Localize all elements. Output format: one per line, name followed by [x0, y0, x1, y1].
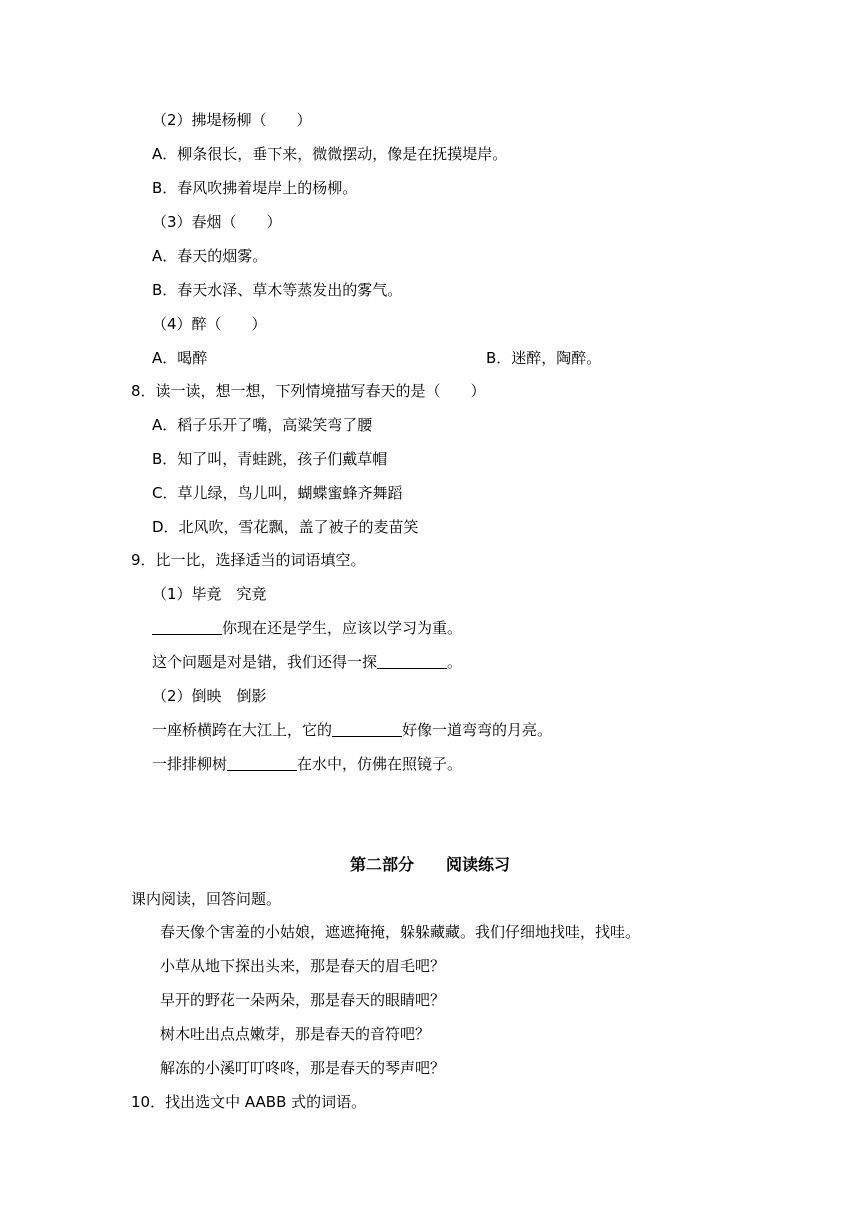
reading-instruction: 课内阅读，回答问题。 [131, 890, 282, 908]
section-title: 第二部分 阅读练习 [349, 855, 510, 874]
q7-sub2-option-a: A．柳条很长，垂下来，微微摆动，像是在抚摸堤岸。 [152, 145, 508, 163]
passage-paragraph-3: 早开的野花一朵两朵，那是春天的眼睛吧？ [160, 991, 446, 1009]
q10-stem: 10．找出选文中 AABB 式的词语。 [131, 1093, 367, 1111]
passage-paragraph-5: 解冻的小溪叮叮咚咚，那是春天的琴声吧？ [160, 1059, 446, 1077]
q7-sub4-stem: （4）醉（ ） [152, 315, 267, 333]
q8-option-b: B．知了叫，青蛙跳，孩子们戴草帽 [152, 450, 388, 468]
q8-option-a: A．稻子乐开了嘴，高粱笑弯了腰 [152, 416, 373, 434]
q7-sub4-option-a: A．喝醉 [152, 349, 208, 367]
passage-paragraph-2: 小草从地下探出头来，那是春天的眉毛吧？ [160, 957, 446, 975]
answer-blank[interactable] [377, 653, 447, 669]
q9-part2-words: （2）倒映 倒影 [152, 687, 267, 705]
q8-option-d: D．北风吹，雪花飘，盖了被子的麦苗笑 [152, 518, 419, 536]
q7-sub2-stem: （2）拂堤杨柳（ ） [152, 111, 312, 129]
q7-sub3-stem: （3）春烟（ ） [152, 213, 282, 231]
q8-option-c: C．草儿绿，鸟儿叫，蝴蝶蜜蜂齐舞蹈 [152, 484, 403, 502]
answer-blank[interactable] [227, 755, 297, 771]
passage-paragraph-4: 树木吐出点点嫩芽，那是春天的音符吧？ [160, 1025, 431, 1043]
q9-part2-sentence2: 一排排柳树 在水中，仿佛在照镜子。 [152, 755, 463, 773]
answer-blank[interactable] [152, 619, 222, 635]
q7-sub2-option-b: B．春风吹拂着堤岸上的杨柳。 [152, 179, 358, 197]
q9-part1-words: （1）毕竟 究竟 [152, 585, 267, 603]
q9-stem: 9．比一比，选择适当的词语填空。 [131, 551, 366, 569]
q9-part2-sentence1: 一座桥横跨在大江上，它的 好像一道弯弯的月亮。 [152, 721, 553, 739]
q7-sub4-option-b: B．迷醉，陶醉。 [486, 349, 602, 367]
passage-paragraph-1: 春天像个害羞的小姑娘，遮遮掩掩，躲躲藏藏。我们仔细地找哇，找哇。 [160, 923, 641, 941]
q9-part1-sentence1: 你现在还是学生，应该以学习为重。 [152, 618, 462, 638]
q7-sub3-option-a: A．春天的烟雾。 [152, 247, 268, 265]
answer-blank[interactable] [332, 721, 402, 737]
q7-sub3-option-b: B．春天水泽、草木等蒸发出的雾气。 [152, 281, 403, 299]
q9-part1-sentence2: 这个问题是对是错，我们还得一探 。 [152, 653, 463, 671]
q8-stem: 8．读一读，想一想，下列情境描写春天的是（ ） [131, 382, 486, 400]
